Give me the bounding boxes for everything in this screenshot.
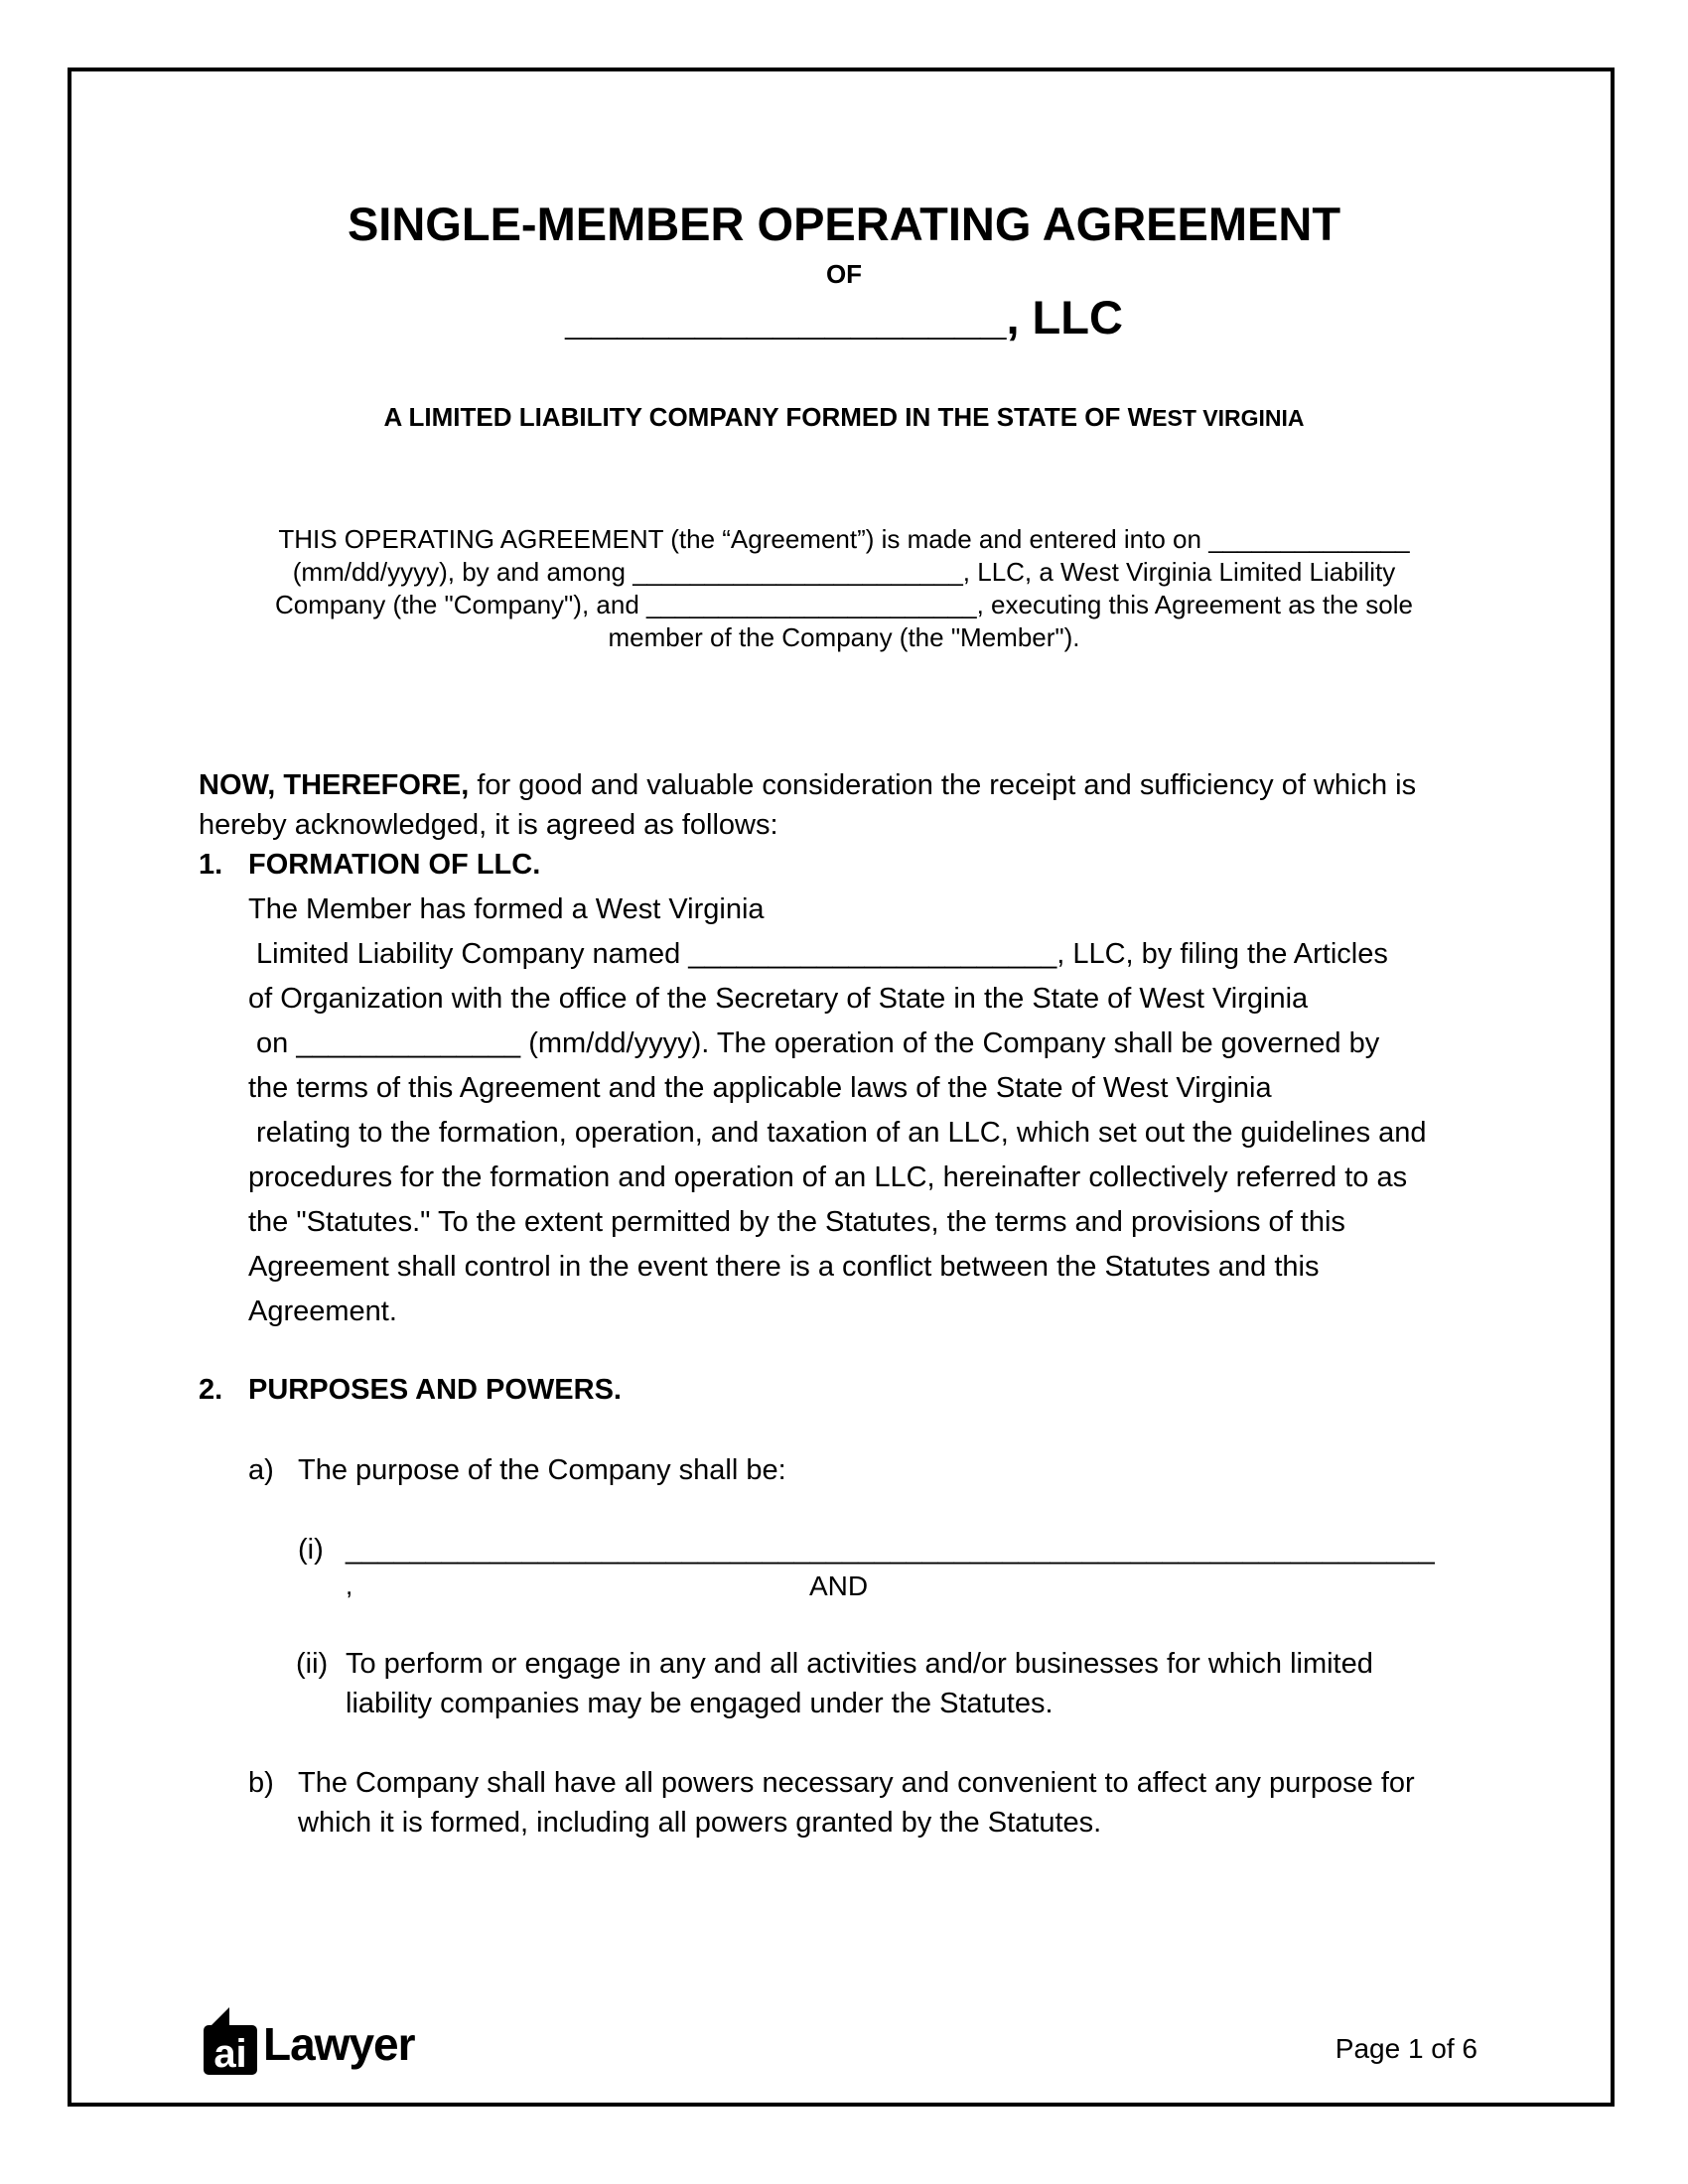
- section-2-number: 2.: [199, 1374, 223, 1406]
- now-therefore-line-1: [199, 769, 1416, 802]
- now-therefore-bold: NOW, THEREFORE,: [199, 769, 470, 801]
- clause-i-and: AND: [809, 1570, 869, 1601]
- section-2-heading: PURPOSES AND POWERS.: [248, 1374, 622, 1406]
- clause-b-line-2: which it is formed, including all powers granted by the Statutes.: [298, 1807, 1102, 1839]
- clause-ii-label: (ii): [296, 1648, 329, 1680]
- section-1-line: Agreement shall control in the event there is a conflict between the Statutes and this: [248, 1251, 1320, 1283]
- clause-a-label: a): [248, 1454, 274, 1486]
- section-1-line: relating to the formation, operation, and taxation of an LLC, which set out the guidelines and: [248, 1117, 1427, 1149]
- section-1-heading: FORMATION OF LLC.: [248, 849, 541, 881]
- intro-line-2: (mm/dd/yyyy), by and among _______________________, LLC, a West Virginia Limited Liability: [292, 557, 1396, 587]
- section-1-line: the terms of this Agreement and the applicable laws of the State of West Virginia: [248, 1072, 1272, 1104]
- section-1-line: on ______________ (mm/dd/yyyy). The operation of the Company shall be governed by: [248, 1027, 1380, 1059]
- section-1-line: of Organization with the office of the Secretary of State in the State of West Virginia: [248, 983, 1309, 1015]
- clause-b-label: b): [248, 1767, 274, 1799]
- intro-line-4: member of the Company (the "Member").: [608, 622, 1080, 652]
- logo-text: Lawyer: [263, 2018, 415, 2070]
- clause-b-line-1: The Company shall have all powers necessary and convenient to affect any purpose for: [298, 1767, 1415, 1799]
- ai-logo-icon: [204, 2005, 257, 2075]
- section-1-number: 1.: [199, 849, 223, 881]
- intro-line-1: THIS OPERATING AGREEMENT (the “Agreement”) is made and entered into on ______________: [278, 524, 1410, 554]
- document-title: SINGLE-MEMBER OPERATING AGREEMENT: [347, 198, 1341, 250]
- clause-ii-line-1: To perform or engage in any and all activities and/or businesses for which limited: [346, 1648, 1373, 1680]
- intro-line-3: Company (the "Company"), and _______________________, executing this Agreement as the sole: [275, 590, 1413, 619]
- state-line-main: A LIMITED LIABILITY COMPANY FORMED IN THE STATE OF W: [383, 402, 1153, 432]
- section-1-line: Limited Liability Company named _______________________, LLC, by filing the Articles: [248, 938, 1388, 970]
- document-of: OF: [825, 259, 863, 289]
- clause-i-blank: ____________________________________________________________________: [346, 1534, 1435, 1566]
- section-1-line: the "Statutes." To the extent permitted by the Statutes, the terms and provisions of this: [248, 1206, 1345, 1238]
- clause-i-comma: ,: [346, 1570, 353, 1600]
- company-name-line: _________________, LLC: [565, 291, 1123, 343]
- section-1-line: procedures for the formation and operation of an LLC, hereinafter collectively referred to as: [248, 1161, 1408, 1193]
- clause-ii-line-2: liability companies may be engaged under the Statutes.: [346, 1688, 1054, 1719]
- section-1-line: Agreement.: [248, 1296, 397, 1327]
- page-number: Page 1 of 6: [1335, 2033, 1477, 2064]
- clause-a-text: The purpose of the Company shall be:: [298, 1454, 786, 1486]
- state-line: [0, 402, 1688, 433]
- state-line-small: EST VIRGINIA: [1152, 405, 1305, 431]
- now-therefore-line-2: hereby acknowledged, it is agreed as follows:: [199, 809, 778, 841]
- clause-i-label: (i): [298, 1534, 324, 1566]
- now-therefore-rest: for good and valuable consideration the receipt and sufficiency of which is: [469, 769, 1417, 801]
- section-1-line: The Member has formed a West Virginia: [248, 893, 765, 925]
- logo-mark-text: ai: [213, 2032, 247, 2075]
